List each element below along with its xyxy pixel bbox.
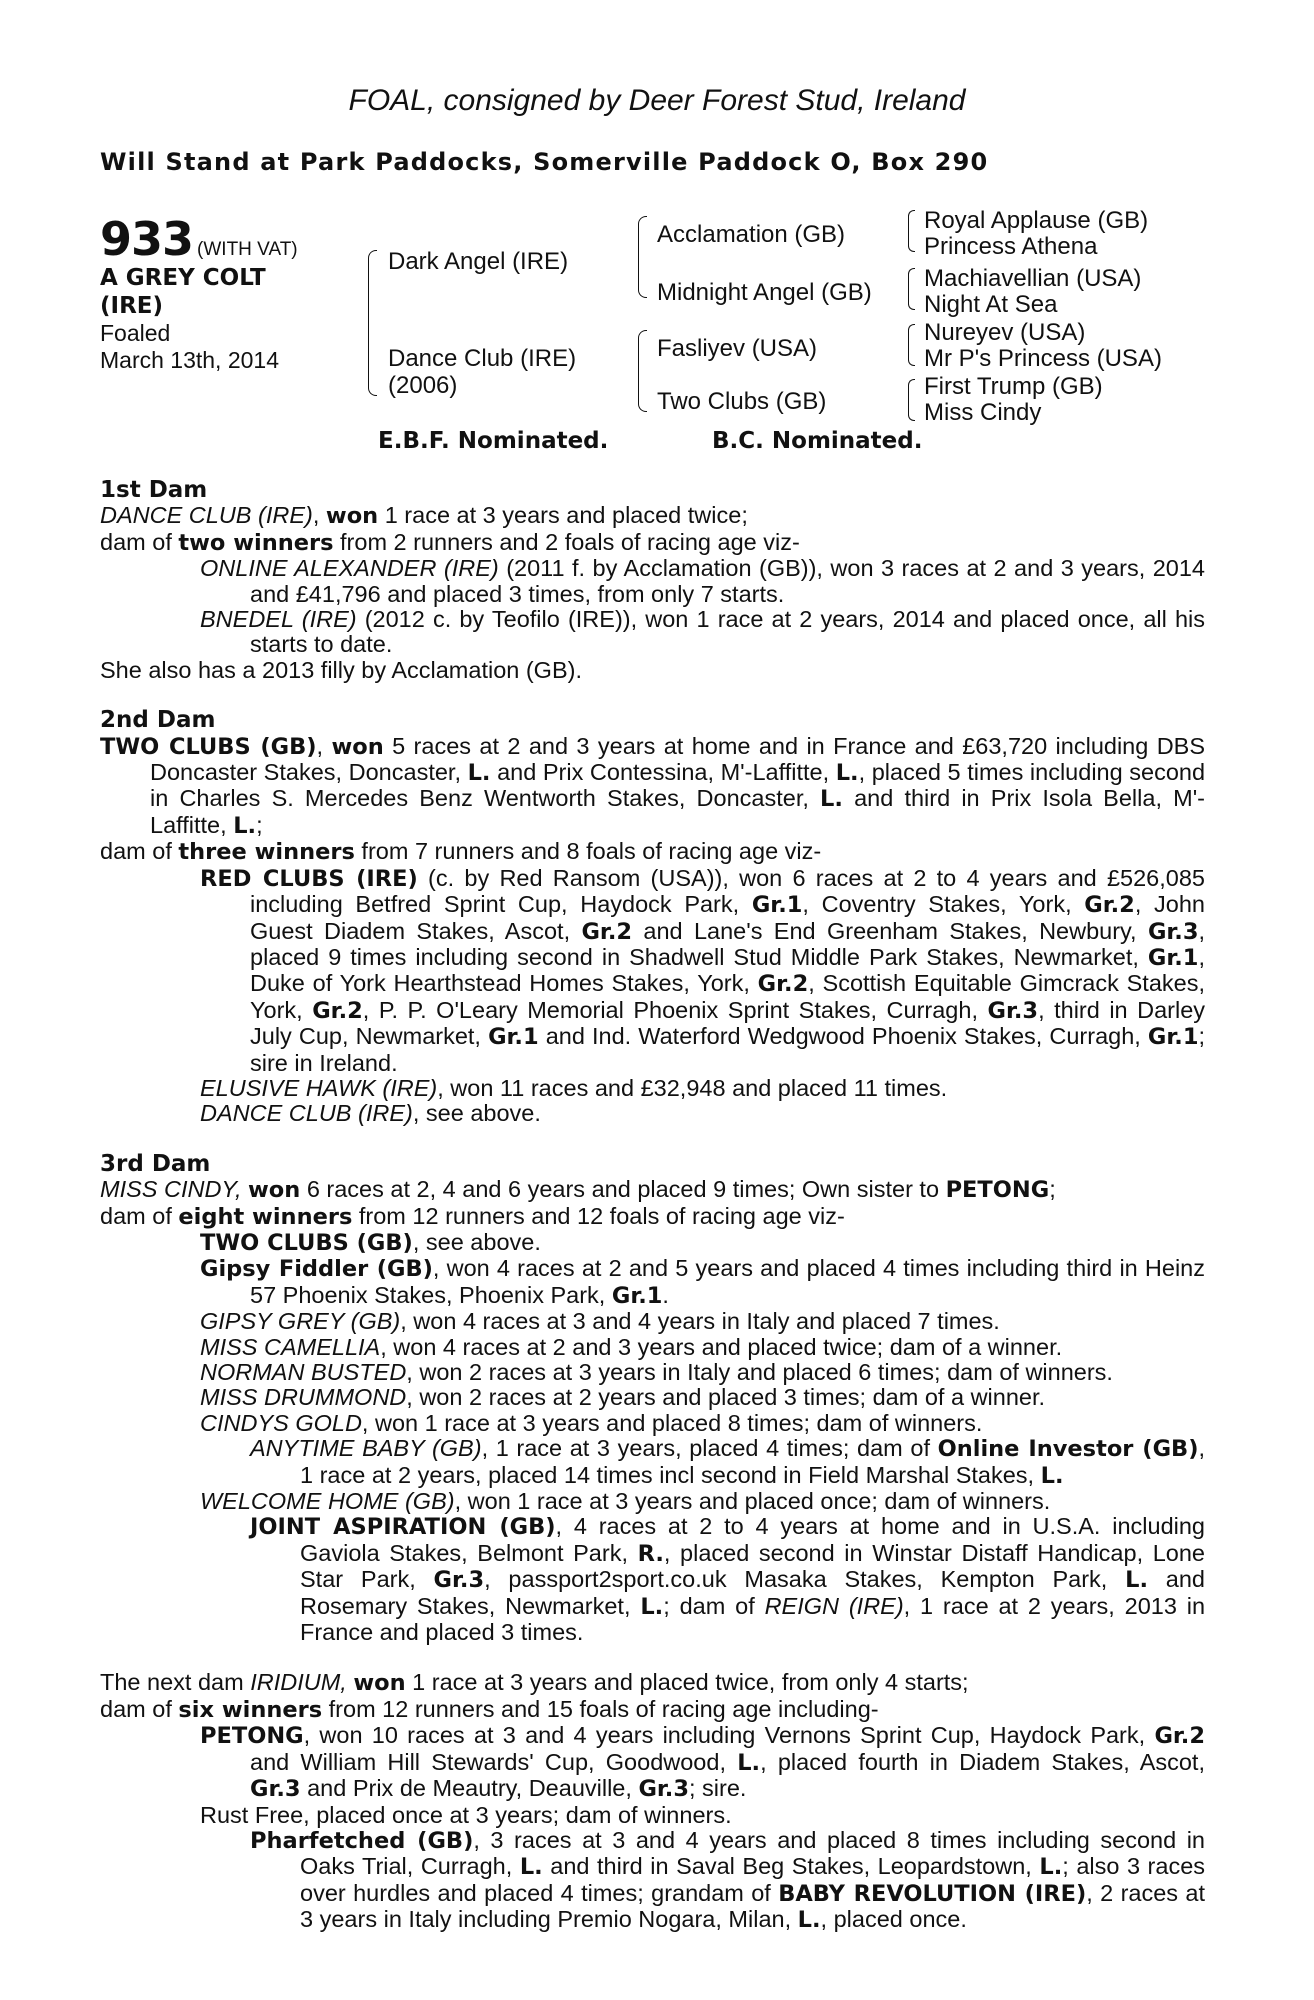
pedigree-dam-year: (2006)	[388, 372, 458, 399]
pedigree-sire-sire: Acclamation (GB)	[657, 221, 846, 248]
first-dam-heading: 1st Dam	[100, 477, 208, 503]
first-dam-also: She also has a 2013 filly by Acclamation (GB).	[100, 656, 582, 683]
pedigree-dsd: Mr P's Princess (USA)	[924, 345, 1162, 372]
first-dam-record: DANCE CLUB (IRE), won 1 race at 3 years and placed twice;	[100, 502, 748, 530]
offspring-entry: TWO CLUBS (GB), see above.	[200, 1228, 541, 1256]
offspring-entry: RED CLUBS (IRE) (c. by Red Ransom (USA)), won 6 races at 2 to 4 years and £526,085 including Betfred Sprint Cup, Haydock Park, Gr.1, Coventry Stakes, York, Gr.2, John Guest Diadem Stakes, Ascot, Gr.2 and Lane's End Greenham Stakes, Newbury, Gr.3, placed 9 times including second in Shadwell Stud Middle Park Stakes, Newmarket, Gr.1, Duke of York Hearthstead Homes Stakes, York, Gr.2, Scottish Equitable Gimcrack Stakes, York, Gr.2, P. P. O'Leary Memorial Phoenix Sprint Stakes, Curragh, Gr.3, third in Darley July Cup, Newmarket, Gr.1 and Ind. Waterford Wedgwood Phoenix Stakes, Curragh, Gr.1; sire in Ireland.	[200, 864, 1206, 1076]
pedigree-sds: Machiavellian (USA)	[924, 265, 1142, 292]
pedigree-brace-ss	[908, 210, 915, 252]
stand-location: Will Stand at Park Paddocks, Somerville Paddock O, Box 290	[100, 148, 989, 176]
pedigree-brace-dam	[638, 330, 647, 412]
pedigree-brace-ds	[908, 324, 915, 366]
third-dam-record: MISS CINDY, won 6 races at 2, 4 and 6 years and placed 9 times; Own sister to PETONG;	[100, 1176, 1056, 1204]
offspring-entry: Rust Free, placed once at 3 years; dam of winners.	[200, 1801, 732, 1828]
offspring-entry: CINDYS GOLD, won 1 race at 3 years and placed 8 times; dam of winners.	[200, 1409, 983, 1436]
next-dam-record: The next dam IRIDIUM, won 1 race at 3 years and placed twice, from only 4 starts;	[100, 1669, 969, 1697]
lot-number-block	[100, 212, 298, 266]
offspring-entry: MISS DRUMMOND, won 2 races at 2 years and placed 3 times; dam of a winner.	[200, 1384, 1046, 1411]
foaled-info	[100, 320, 279, 374]
produce-record	[100, 478, 1205, 1934]
next-dam-produce-summary: dam of six winners from 12 runners and 15 foals of racing age including-	[100, 1695, 879, 1723]
third-dam-produce-summary: dam of eight winners from 12 runners and 12 foals of racing age viz-	[100, 1202, 845, 1230]
pedigree-dss: Nureyev (USA)	[924, 319, 1086, 346]
bc-nomination: B.C. Nominated.	[712, 428, 923, 454]
colt-line-1: A GREY COLT	[100, 265, 266, 291]
third-dam-heading: 3rd Dam	[100, 1150, 211, 1177]
pedigree-brace-dd	[908, 379, 915, 421]
offspring-entry: ELUSIVE HAWK (IRE), won 11 races and £32,948 and placed 11 times.	[200, 1074, 948, 1101]
second-dam-produce-summary: dam of three winners from 7 runners and 8 foals of racing age viz-	[100, 838, 822, 866]
lot-number: 933	[100, 212, 194, 266]
first-dam-produce-summary: dam of two winners from 2 runners and 2 foals of racing age viz-	[100, 528, 800, 556]
offspring-entry: BNEDEL (IRE) (2012 c. by Teofilo (IRE)), won 1 race at 2 years, 2014 and placed once, all his starts to date.	[200, 606, 1206, 658]
pedigree-dds: First Trump (GB)	[924, 373, 1103, 400]
horse-description	[100, 264, 266, 320]
pedigree-sss: Royal Applause (GB)	[924, 207, 1149, 234]
offspring-entry: ONLINE ALEXANDER (IRE) (2011 f. by Acclamation (GB)), won 3 races at 2 and 3 years, 2014 and £41,796 and placed 3 times, from only 7 starts.	[200, 555, 1205, 607]
offspring-entry: DANCE CLUB (IRE), see above.	[200, 1100, 541, 1127]
foaled-label: Foaled	[100, 320, 171, 346]
colt-line-2: (IRE)	[100, 293, 164, 319]
offspring-entry: NORMAN BUSTED, won 2 races at 3 years in Italy and placed 6 times; dam of winners.	[200, 1359, 1113, 1385]
catalogue-page-title: FOAL, consigned by Deer Forest Stud, Ireland	[348, 84, 966, 117]
pedigree-dam-dam: Two Clubs (GB)	[657, 388, 827, 415]
pedigree-sire-dam: Midnight Angel (GB)	[657, 279, 872, 306]
grand-offspring-entry: Pharfetched (GB), 3 races at 3 and 4 years and placed 8 times including second in Oaks Trial, Curragh, L. and third in Saval Beg Stakes, Leopardstown, L.; also 3 races over hurdles and placed 4 times; grandam of BABY REVOLUTION (IRE), 2 races at 3 years in Italy including Premio Nogara, Milan, L., placed once.	[250, 1826, 1206, 1934]
pedigree-dam-sire: Fasliyev (USA)	[657, 335, 818, 362]
offspring-entry: MISS CAMELLIA, won 4 races at 2 and 3 years and placed twice; dam of a winner.	[200, 1333, 1063, 1360]
offspring-entry: Gipsy Fiddler (GB), won 4 races at 2 and 5 years and placed 4 times including third in Heinz 57 Phoenix Stakes, Phoenix Park, Gr.1.	[200, 1255, 1206, 1309]
pedigree-sire: Dark Angel (IRE)	[388, 248, 569, 275]
offspring-entry: WELCOME HOME (GB), won 1 race at 3 years and placed once; dam of winners.	[200, 1488, 1051, 1515]
pedigree-ssd: Princess Athena	[924, 233, 1098, 260]
pedigree-sdd: Night At Sea	[924, 291, 1058, 318]
ebf-nomination: E.B.F. Nominated.	[378, 428, 609, 454]
offspring-entry: PETONG, won 10 races at 3 and 4 years including Vernons Sprint Cup, Haydock Park, Gr.2 and William Hill Stewards' Cup, Goodwood, L., placed fourth in Diadem Stakes, Ascot, Gr.3 and Prix de Meautry, Deauville, Gr.3; sire.	[200, 1722, 1205, 1803]
pedigree-brace-sd	[908, 268, 915, 310]
grand-offspring-entry: JOINT ASPIRATION (GB), 4 races at 2 to 4 years at home and in U.S.A. including Gaviola Stakes, Belmont Park, R., placed second in Winstar Distaff Handicap, Lone Star Park, Gr.3, passport2sport.co.uk Masaka Stakes, Kempton Park, L. and Rosemary Stakes, Newmarket, L.; dam of REIGN (IRE), 1 race at 2 years, 2013 in France and placed 3 times.	[250, 1513, 1206, 1646]
pedigree-dam: Dance Club (IRE)	[388, 345, 577, 372]
vat-note: (WITH VAT)	[197, 239, 298, 260]
offspring-entry: GIPSY GREY (GB), won 4 races at 3 and 4 years in Italy and placed 7 times.	[200, 1308, 1000, 1335]
grand-offspring-entry: ANYTIME BABY (GB), 1 race at 3 years, placed 4 times; dam of Online Investor (GB), 1 race at 2 years, placed 14 times incl second in Field Marshal Stakes, L.	[250, 1435, 1206, 1489]
pedigree-ddd: Miss Cindy	[924, 399, 1042, 426]
second-dam-record: TWO CLUBS (GB), won 5 races at 2 and 3 years at home and in France and £63,720 including DBS Doncaster Stakes, Doncaster, L. and Prix Contessina, M'-Laffitte, L., placed 5 times including second in Charles S. Mercedes Benz Wentworth Stakes, Doncaster, L. and third in Prix Isola Bella, M'-Laffitte, L.;	[100, 732, 1206, 839]
foal-date: March 13th, 2014	[100, 347, 280, 373]
pedigree-brace-sire	[638, 216, 647, 298]
pedigree-brace-gen1	[368, 250, 377, 396]
second-dam-heading: 2nd Dam	[100, 707, 216, 734]
